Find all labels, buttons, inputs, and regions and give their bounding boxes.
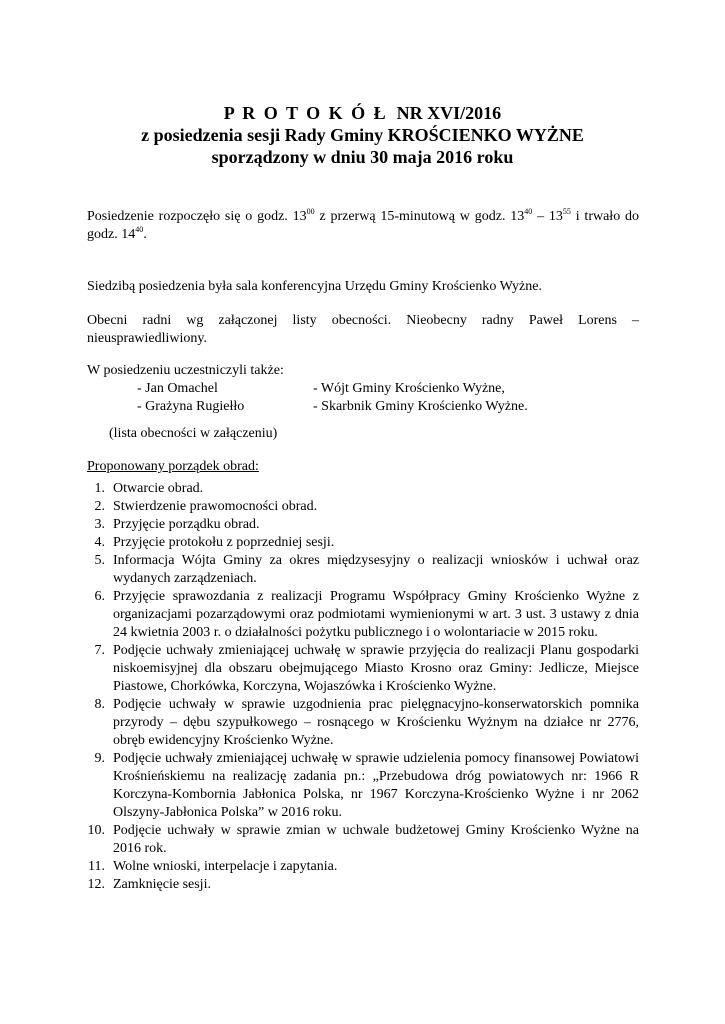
list-item: 8. Podjęcie uchwały w sprawie uzgodnienia prac pielęgnacyjno-konserwatorskich pomnika przyrody – dębu szypułkowego – rosnącego w Krościenku Wyżnym na działce nr 2776, obręb ewidencyjny Krościenko Wyżne. (94, 697, 639, 748)
protocol-word: P R O T O K Ó Ł (223, 103, 388, 123)
list-item: 9. Podjęcie uchwały zmieniającej uchwałę w sprawie udzielenia pomocy finansowej Powiatowi Krośnieńskiemu na realizację zadania pn.: „Przebudowa dróg powiatowych nr: 1966 R Korczyna-Kombornia Jabłonica Polska, nr 1967 Korczyna-Krościenko Wyżne i nr 2062 Olszyny-Jabłonica Polska” w 2016 roku. (94, 751, 639, 820)
list-item: 4. Przyjęcie protokołu z poprzedniej sesji. (94, 535, 335, 550)
list-item: 1. Otwarcie obrad. (94, 481, 204, 496)
list-item: 7. Podjęcie uchwały zmieniającej uchwałę w sprawie przyjęcia do realizacji Planu gospodarki niskoemisyjnej dla obszaru obejmującego Miasto Krosno oraz Gminy: Jedlicze, Miejsce Piastowe, Chorkówka, Korczyna, Wojaszówka i Krościenko Wyżne. (94, 643, 639, 694)
venue-paragraph: Siedzibą posiedzenia była sala konferencyjna Urzędu Gminy Krościenko Wyżne. (87, 279, 542, 294)
list-item: 11. Wolne wnioski, interpelacje i zapytania. (88, 859, 338, 874)
guest-role-1: - Wójt Gminy Krościenko Wyżne, (313, 381, 505, 396)
list-item: 12. Zamknięcie sesji. (87, 877, 211, 892)
title-line-1: P R O T O K Ó Ł NR XVI/2016 (223, 103, 502, 123)
list-item: 3. Przyjęcie porządku obrad. (94, 517, 260, 532)
list-item: 6. Przyjęcie sprawozdania z realizacji Programu Współpracy Gminy Krościenko Wyżne z organizacjami pozarządowymi oraz podmiotami wymienionymi w art. 3 ust. 3 ustawy z dnia 24 kwietnia 2003 r. o działalności pożytku publicznego i o wolontariacie w 2015 roku. (94, 589, 639, 640)
list-item: 10. Podjęcie uchwały w sprawie zmian w uchwale budżetowej Gminy Krościenko Wyżne na 2016 rok. (87, 823, 639, 856)
list-item: 2. Stwierdzenie prawomocności obrad. (94, 499, 318, 514)
presence-paragraph: Obecni radni wg załączonej listy obecności. Nieobecny radny Paweł Lorens – nieusprawiedliwiony. (87, 313, 639, 346)
guest-name-2: - Grażyna Rugiełło (137, 399, 245, 414)
agenda-heading: Proponowany porządek obrad: (87, 459, 259, 474)
agenda-list (87, 480, 639, 894)
guest-name-1: - Jan Omachel (137, 381, 218, 396)
attendance-note: (lista obecności w załączeniu) (109, 426, 278, 441)
guest-role-2: - Skarbnik Gminy Krościenko Wyżne. (313, 399, 528, 414)
guests-intro: W posiedzeniu uczestniczyli także: (87, 363, 284, 378)
document-title (0, 102, 725, 168)
title-line-3: sporządzony w dniu 30 maja 2016 roku (211, 147, 514, 167)
opening-paragraph: Posiedzenie rozpoczęło się o godz. $13^{00}$ z przerwą 15-minutową w godz. $13^{40} - 13^{55}$ i trwało do godz. $14^{40}$. (87, 207, 640, 242)
list-item: 5. Informacja Wójta Gminy za okres międzysesyjny o realizacji wniosków i uchwał oraz wydanych zarządzeniach. (94, 553, 639, 586)
title-line-2: z posiedzenia sesji Rady Gminy KROŚCIENKO WYŻNE (141, 125, 584, 145)
